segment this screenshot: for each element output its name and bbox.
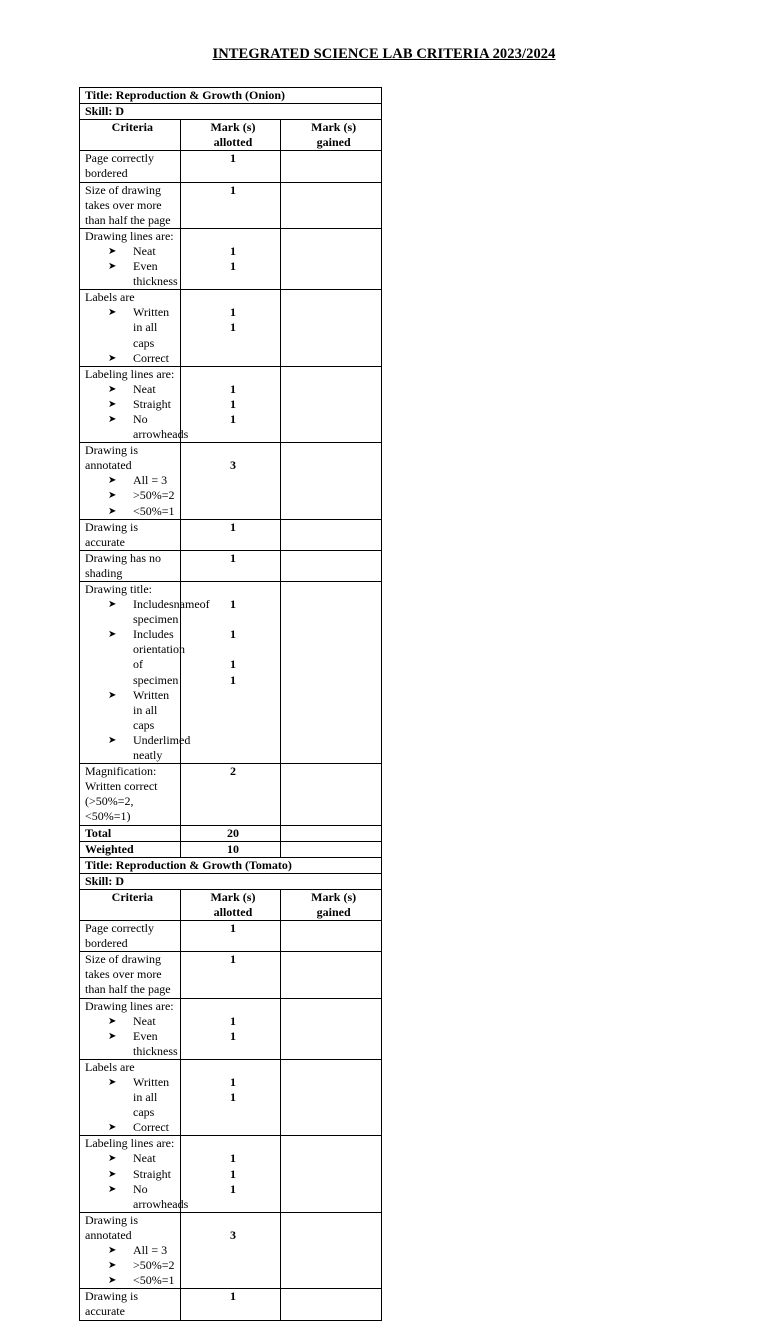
skill-label: Skill: D xyxy=(80,873,382,889)
table-row xyxy=(80,582,382,764)
allotted-header: Mark (s) allotted xyxy=(180,889,281,920)
allotted-cell: 2 xyxy=(180,764,281,825)
criteria-cell: Drawing lines are: ➤ Neat ➤ Even thickness xyxy=(80,998,181,1059)
allotted-cell: 1 xyxy=(180,1289,281,1320)
allotted-cell: 1 1 1 xyxy=(180,1136,281,1212)
criteria-cell: Size of drawing takes over more than half the page xyxy=(80,182,181,228)
criteria-cell: Drawing is accurate xyxy=(80,519,181,550)
header-row xyxy=(80,889,382,920)
arrowhead-bullet-icon: ➤ xyxy=(108,1168,117,1180)
criteria-cell: Drawing is annotated ➤ All = 3 ➤ >50%=2 ➤ <50%=1 xyxy=(80,443,181,519)
gained-header: Mark (s) gained xyxy=(281,889,382,920)
page-title: INTEGRATED SCIENCE LAB CRITERIA 2023/2024 xyxy=(212,46,556,62)
criteria-cell: Drawing has no shading xyxy=(80,550,181,581)
criteria-cell: Drawing is annotated ➤ All = 3 ➤ >50%=2 ➤ <50%=1 xyxy=(80,1212,181,1288)
arrowhead-bullet-icon: ➤ xyxy=(108,629,117,641)
table-row xyxy=(80,1289,382,1320)
table-row xyxy=(80,1136,382,1212)
criteria-cell: Labels are ➤ Written in all caps ➤ Correct xyxy=(80,1059,181,1135)
arrowhead-bullet-icon: ➤ xyxy=(108,505,117,517)
criteria-header: Criteria xyxy=(80,889,181,920)
arrowhead-bullet-icon: ➤ xyxy=(108,475,117,487)
criteria-cell: Labeling lines are: ➤ Neat ➤ Straight ➤ No arrowheads xyxy=(80,366,181,442)
arrowhead-bullet-icon: ➤ xyxy=(108,1275,117,1287)
total-gained xyxy=(281,825,382,841)
gained-cell xyxy=(281,1059,382,1135)
gained-cell xyxy=(281,952,382,998)
arrowhead-bullet-icon: ➤ xyxy=(108,1183,117,1195)
gained-cell xyxy=(281,1212,382,1288)
table-row xyxy=(80,443,382,519)
arrowhead-bullet-icon: ➤ xyxy=(108,1030,117,1042)
table-row xyxy=(80,519,382,550)
arrowhead-bullet-icon: ➤ xyxy=(108,1260,117,1272)
criteria-cell: Page correctly bordered xyxy=(80,151,181,182)
table-row xyxy=(80,228,382,289)
gained-cell xyxy=(281,290,382,366)
criteria-cell: Magnification: Written correct (>50%=2, <50%=1) xyxy=(80,764,181,825)
allotted-cell: 1 1 xyxy=(180,228,281,289)
allotted-cell: 1 1 1 xyxy=(180,366,281,442)
gained-header: Mark (s) gained xyxy=(281,120,382,151)
arrowhead-bullet-icon: ➤ xyxy=(108,383,117,395)
arrowhead-bullet-icon: ➤ xyxy=(108,245,117,257)
criteria-cell: Drawing lines are: ➤ Neat ➤ Even thickness xyxy=(80,228,181,289)
table-row xyxy=(80,550,382,581)
allotted-cell: 1 xyxy=(180,151,281,182)
criteria-cell: Size of drawing takes over more than half the page xyxy=(80,952,181,998)
arrowhead-bullet-icon: ➤ xyxy=(108,1153,117,1165)
table-row xyxy=(80,1059,382,1135)
allotted-header: Mark (s) allotted xyxy=(180,120,281,151)
skill-row xyxy=(80,104,382,120)
arrowhead-bullet-icon: ➤ xyxy=(108,599,117,611)
header-row xyxy=(80,120,382,151)
gained-cell xyxy=(281,998,382,1059)
arrowhead-bullet-icon: ➤ xyxy=(108,1077,117,1088)
weighted-gained xyxy=(281,841,382,857)
arrowhead-bullet-icon: ➤ xyxy=(108,689,117,701)
section-title: Title: Reproduction & Growth (Onion) xyxy=(80,88,382,104)
total-allotted: 20 xyxy=(180,825,281,841)
gained-cell xyxy=(281,366,382,442)
total-label: Total xyxy=(80,825,181,841)
weighted-row xyxy=(80,841,382,857)
gained-cell xyxy=(281,228,382,289)
table-row xyxy=(80,182,382,228)
allotted-cell: 3 xyxy=(180,1212,281,1288)
allotted-cell: 1 xyxy=(180,519,281,550)
gained-cell xyxy=(281,519,382,550)
allotted-cell: 1 1 xyxy=(180,290,281,366)
gained-cell xyxy=(281,151,382,182)
gained-cell xyxy=(281,921,382,952)
allotted-cell: 1 xyxy=(180,952,281,998)
gained-cell xyxy=(281,182,382,228)
arrowhead-bullet-icon: ➤ xyxy=(108,490,117,502)
allotted-cell: 1 xyxy=(180,921,281,952)
allotted-cell: 3 xyxy=(180,443,281,519)
arrowhead-bullet-icon: ➤ xyxy=(108,398,117,410)
weighted-label: Weighted xyxy=(80,841,181,857)
allotted-cell: 1 xyxy=(180,182,281,228)
table-row xyxy=(80,290,382,366)
section-title: Title: Reproduction & Growth (Tomato) xyxy=(80,857,382,873)
table-row xyxy=(80,1212,382,1288)
criteria-table xyxy=(79,87,382,1321)
arrowhead-bullet-icon: ➤ xyxy=(108,734,117,746)
criteria-cell: Page correctly bordered xyxy=(80,921,181,952)
weighted-allotted: 10 xyxy=(180,841,281,857)
criteria-cell: Drawing is accurate xyxy=(80,1289,181,1320)
arrowhead-bullet-icon: ➤ xyxy=(108,307,117,319)
skill-row xyxy=(80,873,382,889)
arrowhead-bullet-icon: ➤ xyxy=(108,413,117,425)
table-row xyxy=(80,952,382,998)
table-row xyxy=(80,764,382,825)
arrowhead-bullet-icon: ➤ xyxy=(108,1122,117,1134)
arrowhead-bullet-icon: ➤ xyxy=(108,352,117,364)
table-row xyxy=(80,366,382,442)
gained-cell xyxy=(281,1289,382,1320)
table-row xyxy=(80,151,382,182)
gained-cell xyxy=(281,582,382,764)
criteria-cell: Labels are ➤ Written in all caps ➤ Correct xyxy=(80,290,181,366)
allotted-cell: 1 1 xyxy=(180,998,281,1059)
allotted-cell: 1 1 xyxy=(180,1059,281,1135)
criteria-header: Criteria xyxy=(80,120,181,151)
table-row xyxy=(80,998,382,1059)
gained-cell xyxy=(281,1136,382,1212)
gained-cell xyxy=(281,550,382,581)
gained-cell xyxy=(281,443,382,519)
section-title-row xyxy=(80,857,382,873)
criteria-cell: Labeling lines are: ➤ Neat ➤ Straight ➤ No arrowheads xyxy=(80,1136,181,1212)
table-row xyxy=(80,921,382,952)
total-row xyxy=(80,825,382,841)
gained-cell xyxy=(281,764,382,825)
skill-label: Skill: D xyxy=(80,104,382,120)
arrowhead-bullet-icon: ➤ xyxy=(108,261,117,273)
allotted-cell: 1 xyxy=(180,550,281,581)
criteria-cell: Drawing title: ➤ Includes name of specimen ➤ Includes orientation of specimen ➤ Written in all caps ➤ Underlimed neatly xyxy=(80,582,181,764)
section-title-row xyxy=(80,88,382,104)
arrowhead-bullet-icon: ➤ xyxy=(108,1245,117,1257)
arrowhead-bullet-icon: ➤ xyxy=(108,1015,117,1027)
allotted-cell: 1 1 1 1 xyxy=(180,582,281,764)
